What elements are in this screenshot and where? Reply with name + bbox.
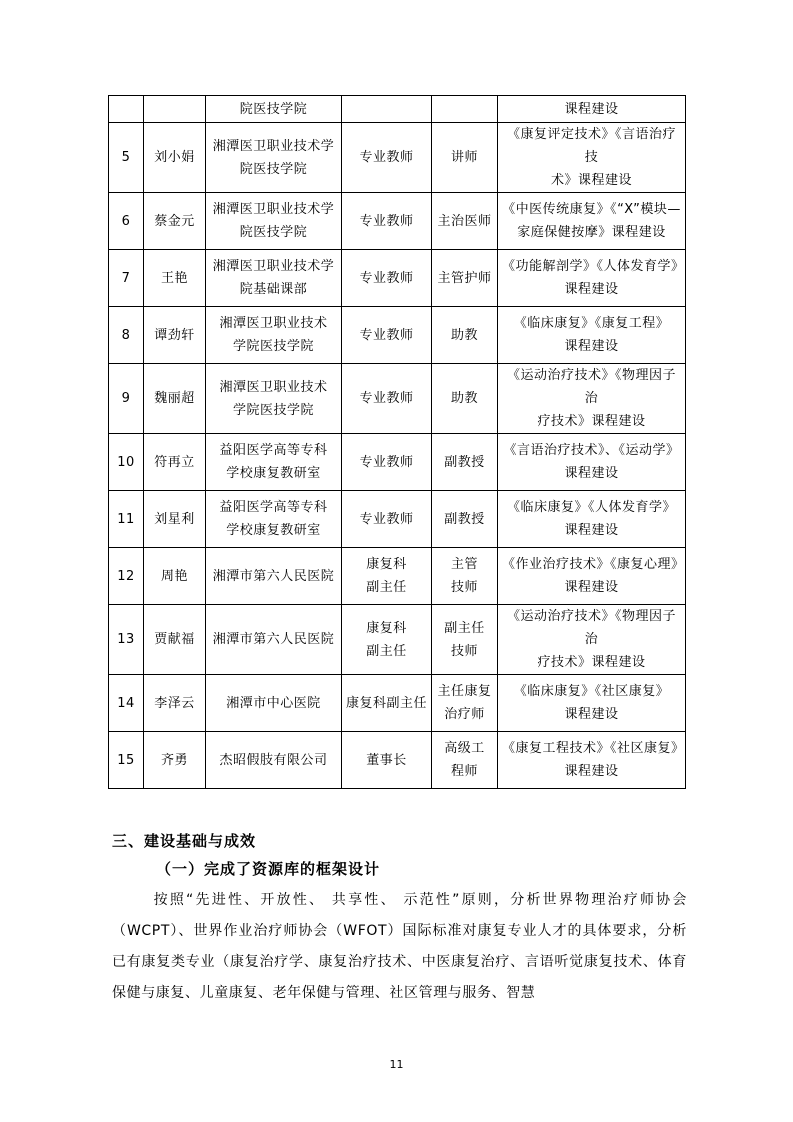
cell-task xyxy=(498,605,686,675)
cell-task-line: 疗技术》课程建设 xyxy=(537,655,646,670)
cell-role-line: 专业教师 xyxy=(359,327,414,343)
cell-task-line: 《康复评定技术》《言语治疗技 xyxy=(506,127,676,165)
cell-task-line: 《言语治疗技术》、《运动学》 xyxy=(503,443,680,458)
cell-number xyxy=(109,434,144,491)
cell-task-line: 《作业治疗技术》《康复心理》 xyxy=(502,557,685,572)
cell-task-line: 《临床康复》《人体发育学》 xyxy=(506,500,676,515)
cell-name-text: 齐勇 xyxy=(160,752,188,768)
staff-table xyxy=(108,95,686,789)
cell-role xyxy=(342,491,432,548)
cell-name xyxy=(144,491,206,548)
cell-unit-line: 湘潭市第六人民医院 xyxy=(212,568,335,584)
cell-role-line: 副主任 xyxy=(366,643,407,659)
cell-unit xyxy=(206,307,342,364)
cell-task xyxy=(498,307,686,364)
cell-name xyxy=(144,675,206,732)
cell-role xyxy=(342,434,432,491)
cell-name-text: 蔡金元 xyxy=(154,213,195,229)
cell-task-line: 《运动治疗技术》《物理因子治 xyxy=(506,609,676,647)
cell-name xyxy=(144,250,206,307)
cell-title xyxy=(432,491,498,548)
cell-name-text: 刘小娟 xyxy=(154,150,195,165)
cell-task-line: 家庭保健按摩》课程建设 xyxy=(517,225,666,240)
cell-name xyxy=(144,123,206,193)
cell-name xyxy=(144,364,206,434)
cell-task xyxy=(498,732,686,789)
cell-number xyxy=(109,675,144,732)
cell-task xyxy=(498,491,686,548)
cell-task-line: 《运动治疗技术》《物理因子治 xyxy=(506,368,676,406)
cell-role xyxy=(342,675,432,732)
table-row xyxy=(109,675,686,732)
cell-name xyxy=(144,193,206,250)
cell-number-text: 5 xyxy=(121,150,131,165)
cell-title xyxy=(432,548,498,605)
cell-unit-line: 院医技学院 xyxy=(239,225,308,240)
section-title: 三、建设基础与成效 xyxy=(112,832,257,850)
cell-number xyxy=(109,548,144,605)
cell-role xyxy=(342,250,432,307)
cell-unit-line: 湘潭医卫职业技术学 xyxy=(212,138,335,154)
cell-unit-line: 学校康复教研室 xyxy=(226,523,321,538)
cell-unit-line: 湘潭医卫职业技术 xyxy=(219,379,328,395)
cell-number xyxy=(109,364,144,434)
cell-number-text: 7 xyxy=(121,270,131,286)
cell-title-line: 程师 xyxy=(450,764,478,779)
cell-unit xyxy=(206,96,342,123)
cell-number xyxy=(109,96,144,123)
cell-name xyxy=(144,307,206,364)
cell-task-line: 课程建设 xyxy=(564,101,619,117)
cell-role-line: 专业教师 xyxy=(359,511,414,527)
cell-unit xyxy=(206,732,342,789)
cell-unit-line: 院医技学院 xyxy=(239,161,308,177)
cell-task xyxy=(498,434,686,491)
cell-name-text: 刘星利 xyxy=(154,511,195,527)
cell-unit-line: 院医技学院 xyxy=(239,101,308,117)
cell-role-line: 康复科 xyxy=(366,557,407,572)
cell-role-line: 副主任 xyxy=(366,580,407,595)
cell-title xyxy=(432,193,498,250)
cell-number-text: 12 xyxy=(117,568,135,584)
cell-unit-line: 湘潭医卫职业技术学 xyxy=(212,259,335,274)
cell-role-line: 专业教师 xyxy=(359,270,414,286)
cell-name-text: 周艳 xyxy=(160,568,188,584)
cell-task-line: 《中医传统康复》《“X”模块— xyxy=(502,202,681,217)
cell-title xyxy=(432,364,498,434)
paragraph-text: 按照“先进性、开放性、 共享性、 示范性”原则，分析世界物理治疗师协会（WCPT）、世界作业治疗师协会（WFOT）国际标准对康复专业人才的具体要求，分析已有康复类专业（康复治疗学、康复治疗技术、中医康复治疗、言语听觉康复技术、体育保健与康复、儿童康复、老年保健与管理、社区管理与服务、智慧 xyxy=(112,892,687,1001)
cell-task-line: 课程建设 xyxy=(564,707,619,722)
cell-number xyxy=(109,732,144,789)
cell-task-line: 术》课程建设 xyxy=(550,173,632,188)
cell-number-text: 6 xyxy=(121,213,131,229)
cell-role xyxy=(342,548,432,605)
cell-role-line: 专业教师 xyxy=(359,150,414,165)
cell-number-text: 8 xyxy=(121,327,131,343)
cell-name-text: 符再立 xyxy=(154,454,195,470)
cell-role-line: 董事长 xyxy=(366,752,407,768)
table-row xyxy=(109,307,686,364)
cell-number xyxy=(109,250,144,307)
cell-unit-line: 杰昭假肢有限公司 xyxy=(219,752,328,768)
cell-title-line: 技师 xyxy=(450,643,478,659)
cell-task xyxy=(498,96,686,123)
cell-number-text: 10 xyxy=(117,454,135,470)
cell-unit xyxy=(206,548,342,605)
cell-number-text: 14 xyxy=(117,695,135,711)
cell-role xyxy=(342,605,432,675)
table-row xyxy=(109,434,686,491)
cell-number-text: 11 xyxy=(117,511,135,527)
cell-name-text: 李泽云 xyxy=(154,695,195,711)
cell-title xyxy=(432,434,498,491)
cell-number xyxy=(109,491,144,548)
cell-number xyxy=(109,307,144,364)
cell-title-line: 主管护师 xyxy=(437,270,492,286)
cell-unit-line: 益阳医学高等专科 xyxy=(219,443,328,458)
cell-unit xyxy=(206,364,342,434)
cell-task xyxy=(498,548,686,605)
cell-task-line: 课程建设 xyxy=(564,764,619,779)
cell-task-line: 课程建设 xyxy=(564,282,619,297)
cell-title-line: 主任康复 xyxy=(437,684,492,699)
cell-unit-line: 湘潭医卫职业技术学 xyxy=(212,202,335,217)
table-row xyxy=(109,491,686,548)
table-row xyxy=(109,364,686,434)
cell-task xyxy=(498,675,686,732)
cell-title-line: 副教授 xyxy=(444,511,485,527)
cell-task xyxy=(498,123,686,193)
table-row xyxy=(109,193,686,250)
cell-name-text: 谭劲轩 xyxy=(154,327,195,343)
cell-unit-line: 学院医技学院 xyxy=(232,402,314,418)
cell-title-line: 高级工 xyxy=(444,741,485,756)
cell-task-line: 课程建设 xyxy=(564,580,619,595)
cell-title xyxy=(432,250,498,307)
cell-number-text: 9 xyxy=(121,391,131,406)
cell-unit xyxy=(206,434,342,491)
table-row xyxy=(109,250,686,307)
cell-title-line: 副教授 xyxy=(444,454,485,470)
cell-title-line: 技师 xyxy=(450,580,478,595)
cell-unit xyxy=(206,605,342,675)
subsection-title: （一）完成了资源库的框架设计 xyxy=(156,860,381,878)
cell-title xyxy=(432,675,498,732)
body-paragraph xyxy=(112,885,687,1009)
cell-name xyxy=(144,96,206,123)
cell-task xyxy=(498,364,686,434)
cell-name xyxy=(144,434,206,491)
cell-role xyxy=(342,732,432,789)
cell-role-line: 康复科副主任 xyxy=(346,695,428,711)
cell-title-line: 治疗师 xyxy=(444,707,485,722)
cell-task-line: 课程建设 xyxy=(564,466,619,481)
cell-title-line: 助教 xyxy=(450,327,478,343)
table-row xyxy=(109,123,686,193)
cell-unit xyxy=(206,491,342,548)
cell-unit xyxy=(206,250,342,307)
table-row xyxy=(109,605,686,675)
cell-role xyxy=(342,96,432,123)
cell-name xyxy=(144,548,206,605)
table-row xyxy=(109,732,686,789)
cell-title-line: 主管 xyxy=(450,557,478,572)
cell-role-line: 专业教师 xyxy=(359,391,414,406)
cell-role-line: 专业教师 xyxy=(359,454,414,470)
cell-unit-line: 湘潭市第六人民医院 xyxy=(212,632,335,647)
cell-task-line: 《功能解剖学》《人体发育学》 xyxy=(502,259,685,274)
cell-name-text: 王艳 xyxy=(160,270,188,286)
cell-task-line: 《康复工程技术》《社区康复》 xyxy=(502,741,685,756)
cell-name-text: 贾献福 xyxy=(154,632,195,647)
cell-role xyxy=(342,364,432,434)
cell-number xyxy=(109,123,144,193)
cell-title xyxy=(432,732,498,789)
cell-task xyxy=(498,193,686,250)
table-row xyxy=(109,548,686,605)
cell-unit-line: 学院医技学院 xyxy=(232,339,314,354)
cell-title-line: 讲师 xyxy=(450,150,478,165)
cell-unit xyxy=(206,193,342,250)
cell-number xyxy=(109,605,144,675)
cell-role xyxy=(342,193,432,250)
page-number: 11 xyxy=(389,1058,404,1071)
cell-number-text: 15 xyxy=(117,752,135,768)
cell-unit-line: 院基础课部 xyxy=(239,282,308,297)
cell-title xyxy=(432,96,498,123)
table-row xyxy=(109,96,686,123)
cell-role-line: 康复科 xyxy=(366,620,407,636)
cell-task xyxy=(498,250,686,307)
cell-name xyxy=(144,732,206,789)
cell-task-line: 课程建设 xyxy=(564,339,619,354)
cell-title-line: 助教 xyxy=(450,391,478,406)
cell-unit-line: 学校康复教研室 xyxy=(226,466,321,481)
cell-unit xyxy=(206,123,342,193)
cell-number-text: 13 xyxy=(117,632,135,647)
cell-task-line: 《临床康复》《康复工程》 xyxy=(513,316,670,331)
cell-role-line: 专业教师 xyxy=(359,213,414,229)
cell-name-text: 魏丽超 xyxy=(154,391,195,406)
cell-title xyxy=(432,605,498,675)
cell-unit-line: 湘潭市中心医院 xyxy=(226,695,321,711)
cell-unit xyxy=(206,675,342,732)
cell-number xyxy=(109,193,144,250)
cell-title xyxy=(432,123,498,193)
cell-task-line: 课程建设 xyxy=(564,523,619,538)
cell-unit-line: 湘潭医卫职业技术 xyxy=(219,316,328,331)
cell-role xyxy=(342,123,432,193)
cell-role xyxy=(342,307,432,364)
cell-task-line: 《临床康复》《社区康复》 xyxy=(513,684,670,699)
cell-title-line: 主治医师 xyxy=(437,213,492,229)
cell-title xyxy=(432,307,498,364)
cell-title-line: 副主任 xyxy=(444,620,485,636)
cell-task-line: 疗技术》课程建设 xyxy=(537,414,646,429)
cell-unit-line: 益阳医学高等专科 xyxy=(219,500,328,515)
cell-name xyxy=(144,605,206,675)
